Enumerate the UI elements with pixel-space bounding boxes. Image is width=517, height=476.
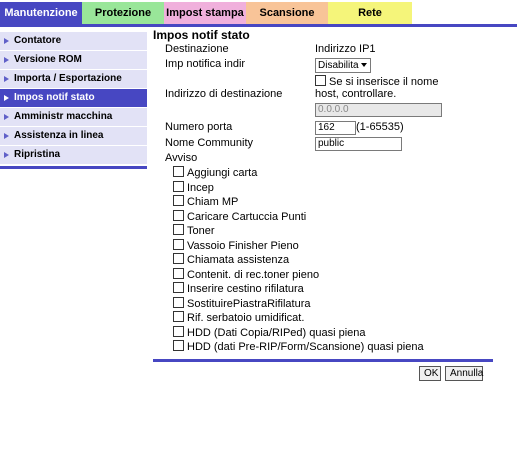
destinazione-row — [165, 43, 493, 57]
avviso-item-label: Contenit. di rec.toner pieno — [187, 268, 320, 281]
avviso-checkbox[interactable] — [173, 268, 184, 279]
avviso-checkbox[interactable] — [173, 297, 184, 308]
numero-porta-range: (1-65535) — [356, 121, 404, 133]
sidebar-item-label: Assistenza in linea — [14, 130, 104, 141]
avviso-checkbox[interactable] — [173, 311, 184, 322]
cancel-button[interactable]: Annulla — [445, 366, 483, 381]
tab-rete[interactable]: Rete — [328, 2, 412, 24]
avviso-item-label: HDD (Dati Copia/RIPed) quasi piena — [187, 326, 366, 339]
page-title: Impos notif stato — [153, 28, 250, 42]
indirizzo-input[interactable]: 0.0.0.0 — [315, 103, 442, 117]
imp-notifica-select[interactable] — [315, 58, 371, 73]
imp-notifica-row — [165, 58, 493, 72]
triangle-right-icon — [4, 152, 9, 158]
indirizzo-label: Indirizzo di destinazione — [165, 88, 283, 100]
triangle-right-icon — [4, 114, 9, 120]
avviso-checkbox[interactable] — [173, 282, 184, 293]
sidebar-item-label: Versione ROM — [14, 54, 82, 65]
avviso-checkbox[interactable] — [173, 326, 184, 337]
avviso-item — [173, 195, 238, 208]
triangle-right-icon — [4, 95, 9, 101]
numero-porta-input[interactable]: 162 — [315, 121, 356, 135]
tab-scansione[interactable]: Scansione — [246, 2, 328, 24]
indirizzo-row — [165, 75, 493, 119]
sidebar-item-label: Contatore — [14, 35, 62, 46]
community-row — [165, 137, 493, 151]
avviso-item-label: Incep — [187, 181, 214, 194]
main-panel — [153, 28, 493, 379]
avviso-item-label: Rif. serbatoio umidificat. — [187, 312, 305, 324]
avviso-checkbox[interactable] — [173, 166, 184, 177]
avviso-row — [165, 152, 493, 166]
content-bottom-line — [153, 359, 493, 362]
triangle-right-icon — [4, 133, 9, 139]
avviso-list — [165, 166, 493, 356]
sidebar-item-label: Importa / Esportazione — [14, 73, 122, 84]
sidebar-item-versione-rom[interactable] — [0, 51, 147, 69]
avviso-checkbox[interactable] — [173, 210, 184, 221]
sidebar-bottom-line — [0, 166, 147, 169]
avviso-item-label: Inserire cestino rifilatura — [187, 283, 304, 295]
sidebar-item-assistenza-in-linea[interactable] — [0, 127, 147, 145]
avviso-item — [173, 210, 306, 223]
avviso-item-label: HDD (dati Pre-RIP/Form/Scansione) quasi piena — [187, 341, 424, 353]
sidebar-item-label: Ripristina — [14, 149, 61, 160]
sidebar-item-contatore[interactable] — [0, 32, 147, 50]
numero-porta-label: Numero porta — [165, 121, 233, 133]
avviso-item — [173, 181, 214, 194]
avviso-checkbox[interactable] — [173, 195, 184, 206]
avviso-item-label: Toner — [187, 225, 215, 237]
sidebar-item-amministr-macchina[interactable] — [0, 108, 147, 126]
top-tab-bar — [0, 2, 517, 24]
avviso-item-label: Caricare Cartuccia Punti — [187, 210, 307, 223]
imp-notifica-label: Imp notifica indir — [165, 58, 246, 70]
imp-notifica-selected: Disabilita — [318, 60, 359, 71]
tab-manutenzione[interactable]: Manutenzione — [0, 2, 82, 24]
hostname-checkbox-wrapper — [315, 75, 465, 100]
community-label: Nome Community — [165, 137, 254, 149]
destinazione-value: Indirizzo IP1 — [315, 43, 376, 55]
destinazione-label: Destinazione — [165, 43, 229, 55]
avviso-item — [173, 253, 289, 266]
avviso-item — [173, 166, 257, 179]
triangle-right-icon — [4, 57, 9, 63]
sidebar-item-label: Amministr macchina — [14, 111, 113, 122]
triangle-right-icon — [4, 38, 9, 44]
chevron-down-icon — [361, 63, 367, 67]
avviso-checkbox[interactable] — [173, 224, 184, 235]
avviso-item — [173, 282, 304, 295]
sidebar-item-importa-esportazione[interactable] — [0, 70, 147, 88]
avviso-item — [173, 311, 304, 324]
avviso-item-label: Aggiungi carta — [187, 167, 258, 179]
sidebar-item-ripristina[interactable] — [0, 146, 147, 164]
ok-button[interactable]: OK — [419, 366, 441, 381]
avviso-item — [173, 268, 319, 281]
sidebar — [0, 27, 147, 169]
triangle-right-icon — [4, 76, 9, 82]
avviso-checkbox[interactable] — [173, 253, 184, 264]
tab-protezione[interactable]: Protezione — [82, 2, 164, 24]
avviso-checkbox[interactable] — [173, 181, 184, 192]
avviso-checkbox[interactable] — [173, 239, 184, 250]
avviso-item-label: Chiamata assistenza — [187, 254, 290, 266]
avviso-item-label: Vassoio Finisher Pieno — [187, 239, 299, 252]
avviso-item-label: SostituirePiastraRifilatura — [187, 297, 311, 310]
tab-impost-stampa[interactable]: Impost stampa — [164, 2, 246, 24]
sidebar-item-label: Impos notif stato — [14, 92, 95, 103]
numero-porta-row — [165, 121, 493, 135]
hostname-checkbox-label: Se si inserisce il nome host, controllare. — [315, 76, 439, 100]
avviso-item — [173, 340, 424, 353]
sidebar-item-impos-notif-stato[interactable] — [0, 89, 147, 107]
avviso-item — [173, 224, 215, 237]
avviso-label: Avviso — [165, 152, 198, 164]
community-input[interactable]: public — [315, 137, 402, 151]
avviso-checkbox[interactable] — [173, 340, 184, 351]
avviso-item — [173, 297, 311, 310]
avviso-item-label: Chiam MP — [187, 196, 239, 208]
avviso-item — [173, 239, 299, 252]
avviso-item — [173, 326, 366, 339]
hostname-checkbox[interactable] — [315, 75, 326, 86]
